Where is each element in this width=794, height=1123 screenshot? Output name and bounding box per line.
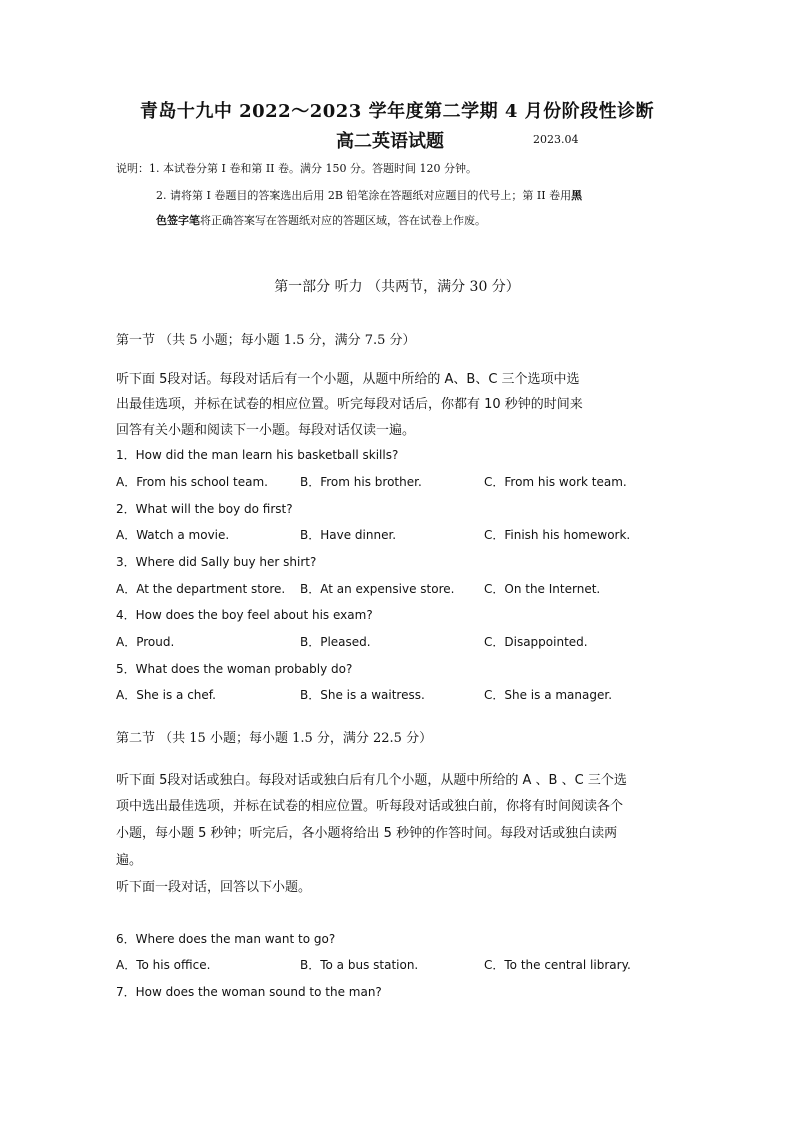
q5-option-c: C．She is a manager. <box>484 688 613 702</box>
q6-option-a: A．To his office. <box>116 958 211 972</box>
instruction-line-2-bold: 黑 <box>571 189 583 202</box>
section2-directions-line-2: 项中选出最佳选项，并标在试卷的相应位置。听每段对话或独白前，你将有时间阅读各个 <box>116 799 624 814</box>
question-5: 5．What does the woman probably do? <box>116 662 353 676</box>
q1-option-b: B．From his brother. <box>300 475 422 489</box>
section2-heading: 第二节 （共 15 小题；每小题 1.5 分，满分 22.5 分） <box>116 731 433 746</box>
question-1: 1．How did the man learn his basketball skills? <box>116 448 399 462</box>
instruction-line-3-bold: 色签字笔 <box>156 214 200 227</box>
section1-directions-line-1: 听下面 5段对话。每段对话后有一个小题，从题中所给的 A、B、C 三个选项中选 <box>116 372 580 387</box>
q2-option-a: A．Watch a movie. <box>116 528 230 542</box>
question-7: 7．How does the woman sound to the man? <box>116 985 382 999</box>
part-heading: 第一部分 听力 （共两节，满分 30 分） <box>274 279 520 295</box>
q1-option-c: C．From his work team. <box>484 475 627 489</box>
instruction-line-1: 说明：1. 本试卷分第 I 卷和第 II 卷。满分 150 分。答题时间 120 分钟。 <box>116 162 477 175</box>
section2-directions-line-4: 遍。 <box>116 853 143 868</box>
section2-directions-line-3: 小题，每小题 5 秒钟；听完后，各小题将给出 5 秒钟的作答时间。每段对话或独白读两 <box>116 826 618 841</box>
q4-option-a: A．Proud. <box>116 635 175 649</box>
q1-option-a: A．From his school team. <box>116 475 268 489</box>
q3-option-b: B．At an expensive store. <box>300 582 455 596</box>
q4-option-b: B．Pleased. <box>300 635 371 649</box>
question-2: 2．What will the boy do first? <box>116 502 293 516</box>
q6-option-b: B．To a bus station. <box>300 958 419 972</box>
section2-lead: 听下面一段对话，回答以下小题。 <box>116 880 312 895</box>
q4-option-c: C．Disappointed. <box>484 635 588 649</box>
instruction-line-3 <box>156 212 486 228</box>
instruction-line-2-text: 2. 请将第 I 卷题目的答案选出后用 2B 铅笔涂在答题纸对应题目的代号上；第 II 卷用 <box>156 189 572 202</box>
exam-title: 青岛十九中 2022～2023 学年度第二学期 4 月份阶段性诊断 <box>139 101 655 122</box>
exam-date: 2023.04 <box>533 133 579 146</box>
instruction-line-3-text: 将正确答案写在答题纸对应的答题区域，答在试卷上作废。 <box>200 214 486 227</box>
question-3: 3．Where did Sally buy her shirt? <box>116 555 317 569</box>
exam-subtitle: 高二英语试题 <box>336 131 444 152</box>
instruction-line-2 <box>156 187 582 203</box>
question-4: 4．How does the boy feel about his exam? <box>116 608 373 622</box>
question-6: 6．Where does the man want to go? <box>116 932 336 946</box>
section2-directions-line-1: 听下面 5段对话或独白。每段对话或独白后有几个小题，从题中所给的 A 、B 、C 三个选 <box>116 773 627 788</box>
q5-option-a: A．She is a chef. <box>116 688 216 702</box>
q2-option-b: B．Have dinner. <box>300 528 397 542</box>
q5-option-b: B．She is a waitress. <box>300 688 425 702</box>
section1-directions-line-3: 回答有关小题和阅读下一小题。每段对话仅读一遍。 <box>116 423 416 438</box>
section1-heading: 第一节 （共 5 小题；每小题 1.5 分，满分 7.5 分） <box>116 333 416 348</box>
q3-option-a: A．At the department store. <box>116 582 286 596</box>
q3-option-c: C．On the Internet. <box>484 582 601 596</box>
q6-option-c: C．To the central library. <box>484 958 631 972</box>
section1-directions-line-2: 出最佳选项，并标在试卷的相应位置。听完每段对话后，你都有 10 秒钟的时间来 <box>116 397 583 412</box>
q2-option-c: C．Finish his homework. <box>484 528 631 542</box>
